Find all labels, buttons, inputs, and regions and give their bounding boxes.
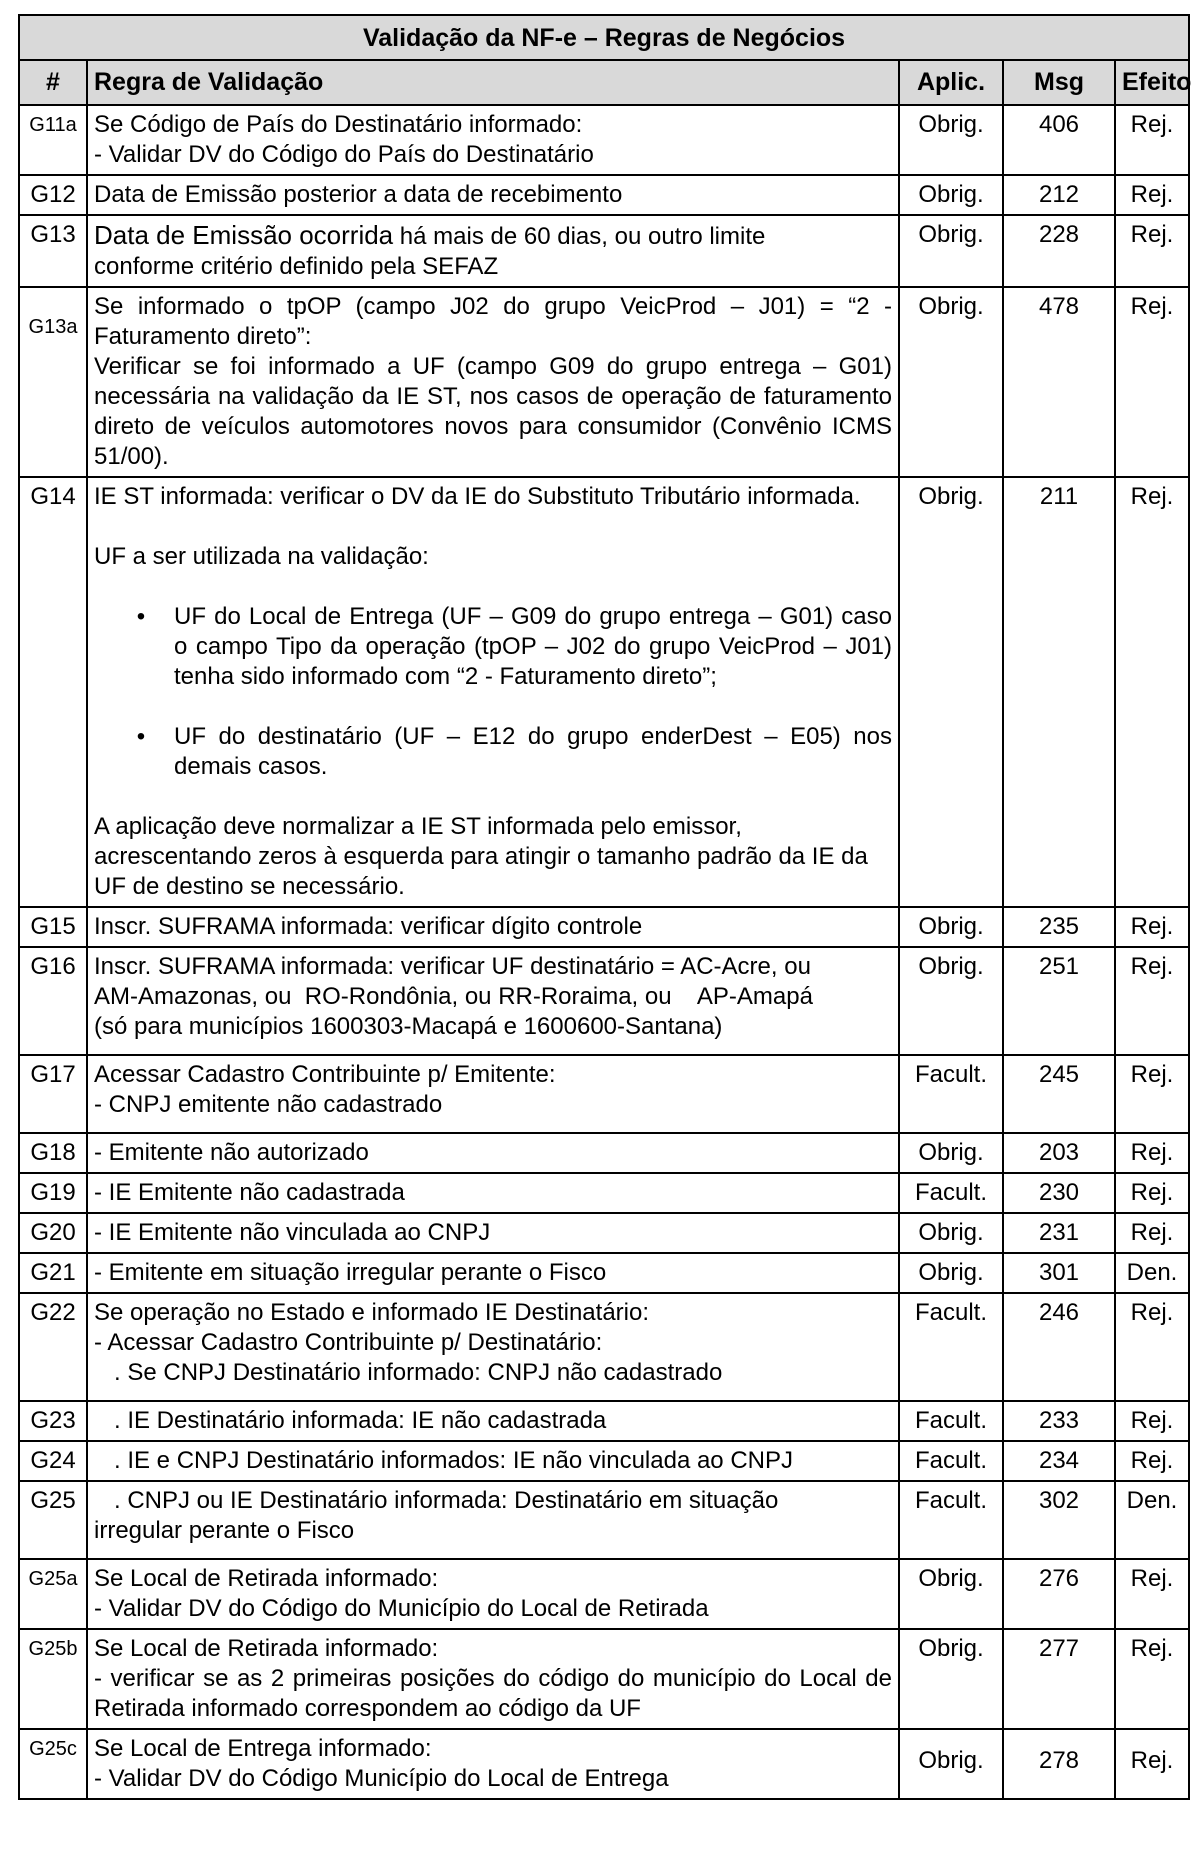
rule-line: UF a ser utilizada na validação: [94, 543, 429, 570]
table-title: Validação da NF-e – Regras de Negócios [19, 15, 1189, 60]
rule-aplic: Obrig. [899, 175, 1003, 215]
rule-line: Inscr. SUFRAMA informada: verificar dígito controle [94, 913, 643, 940]
table-row [19, 105, 1189, 175]
rule-efeito: Den. [1115, 1481, 1189, 1559]
rule-efeito: Rej. [1115, 287, 1189, 477]
rule-line: - Validar DV do Código do Município do Local de Retirada [94, 1595, 709, 1622]
rule-line: - Validar DV do Código Município do Local de Entrega [94, 1765, 669, 1792]
rule-line: Acessar Cadastro Contribuinte p/ Emitente: [94, 1061, 556, 1088]
rule-line: . IE e CNPJ Destinatário informados: IE não vinculada ao CNPJ [94, 1447, 793, 1474]
business-rules-table [18, 14, 1190, 1800]
rule-code: G24 [19, 1441, 87, 1481]
rule-msg: 228 [1003, 215, 1115, 287]
header-aplic: Aplic. [899, 60, 1003, 105]
rule-text [87, 1401, 899, 1441]
rule-line: (só para municípios 1600303-Macapá e 1600600-Santana) [94, 1013, 723, 1040]
rule-text [87, 1559, 899, 1629]
blank-line [94, 692, 892, 722]
table-row [19, 1629, 1189, 1729]
rule-line: Se Local de Retirada informado: [94, 1565, 439, 1592]
rule-text [87, 477, 899, 907]
rule-line: . CNPJ ou IE Destinatário informada: Destinatário em situação [94, 1487, 779, 1514]
table-row [19, 1055, 1189, 1133]
rule-efeito: Rej. [1115, 477, 1189, 907]
rule-aplic: Obrig. [899, 1559, 1003, 1629]
rule-aplic: Facult. [899, 1441, 1003, 1481]
rule-code: G12 [19, 175, 87, 215]
rule-line: Se informado o tpOP (campo J02 do grupo VeicProd – J01) = “2 - Faturamento direto”: [94, 293, 892, 350]
rule-text [87, 1481, 899, 1559]
rule-msg: 203 [1003, 1133, 1115, 1173]
rule-efeito: Rej. [1115, 105, 1189, 175]
rule-aplic: Obrig. [899, 1133, 1003, 1173]
table-row [19, 1401, 1189, 1441]
rule-code: G22 [19, 1293, 87, 1401]
rule-text [87, 1441, 899, 1481]
rule-efeito: Rej. [1115, 907, 1189, 947]
rule-aplic: Facult. [899, 1481, 1003, 1559]
bullet-text: UF do destinatário (UF – E12 do grupo enderDest – E05) nos demais casos. [174, 723, 892, 780]
rule-code: G25c [19, 1729, 87, 1799]
rule-msg: 302 [1003, 1481, 1115, 1559]
rule-msg: 245 [1003, 1055, 1115, 1133]
rule-code: G23 [19, 1401, 87, 1441]
rule-line: Se Local de Entrega informado: [94, 1735, 432, 1762]
rule-msg: 230 [1003, 1173, 1115, 1213]
table-title-row [19, 15, 1189, 60]
rule-aplic: Facult. [899, 1293, 1003, 1401]
rule-line: A aplicação deve normalizar a IE ST informada pelo emissor, acrescentando zeros à esquerda para atingir o tamanho padrão da IE da UF de destino se necessário. [94, 813, 868, 900]
rule-efeito: Rej. [1115, 1173, 1189, 1213]
table-row [19, 1559, 1189, 1629]
rule-line: Se Código de País do Destinatário informado: [94, 111, 583, 138]
rule-code: G21 [19, 1253, 87, 1293]
rule-msg: 234 [1003, 1441, 1115, 1481]
rule-aplic: Facult. [899, 1401, 1003, 1441]
table-row [19, 1173, 1189, 1213]
table-row [19, 1729, 1189, 1799]
rule-code: G11a [19, 105, 87, 175]
rule-text [87, 175, 899, 215]
rule-line: Se operação no Estado e informado IE Destinatário: [94, 1299, 649, 1326]
rule-line: - Acessar Cadastro Contribuinte p/ Destinatário: [94, 1329, 603, 1356]
table-row [19, 477, 1189, 907]
rule-line: Inscr. SUFRAMA informada: verificar UF destinatário = AC-Acre, ou [94, 953, 811, 980]
blank-line [94, 512, 892, 542]
rule-code: G18 [19, 1133, 87, 1173]
table-row [19, 1293, 1189, 1401]
rule-code: G19 [19, 1173, 87, 1213]
rule-line: Se Local de Retirada informado: [94, 1635, 439, 1662]
rule-line: conforme critério definido pela SEFAZ [94, 253, 499, 280]
rule-line-rest: há mais de 60 dias, ou outro limite [393, 223, 766, 250]
table-header-row [19, 60, 1189, 105]
rule-aplic: Obrig. [899, 1253, 1003, 1293]
rule-msg: 406 [1003, 105, 1115, 175]
rule-efeito: Rej. [1115, 1729, 1189, 1799]
rule-code: G17 [19, 1055, 87, 1133]
rule-line: . Se CNPJ Destinatário informado: CNPJ não cadastrado [94, 1359, 723, 1386]
rule-msg: 277 [1003, 1629, 1115, 1729]
rule-line: . IE Destinatário informada: IE não cadastrada [94, 1407, 607, 1434]
rule-text [87, 1173, 899, 1213]
rule-text [87, 1133, 899, 1173]
table-row [19, 1133, 1189, 1173]
blank-line [94, 572, 892, 602]
bullet-icon: • [136, 603, 146, 630]
rule-efeito: Rej. [1115, 215, 1189, 287]
bullet-icon: • [136, 723, 146, 750]
rule-efeito: Rej. [1115, 1293, 1189, 1401]
rule-msg: 276 [1003, 1559, 1115, 1629]
rule-aplic: Obrig. [899, 947, 1003, 1055]
rule-aplic: Facult. [899, 1055, 1003, 1133]
rule-msg: 278 [1003, 1729, 1115, 1799]
rule-line: - Emitente não autorizado [94, 1139, 369, 1166]
rule-msg: 478 [1003, 287, 1115, 477]
rule-line: irregular perante o Fisco [94, 1517, 355, 1544]
rule-text [87, 105, 899, 175]
rule-text [87, 1055, 899, 1133]
header-rule: Regra de Validação [87, 60, 899, 105]
rule-aplic: Obrig. [899, 287, 1003, 477]
rule-text [87, 287, 899, 477]
header-code: # [19, 60, 87, 105]
rule-msg: 251 [1003, 947, 1115, 1055]
rule-aplic: Obrig. [899, 1629, 1003, 1729]
rule-line: - Emitente em situação irregular perante o Fisco [94, 1259, 607, 1286]
rule-efeito: Rej. [1115, 947, 1189, 1055]
rule-code: G13 [19, 215, 87, 287]
rule-msg: 233 [1003, 1401, 1115, 1441]
rule-text [87, 907, 899, 947]
rule-aplic: Obrig. [899, 105, 1003, 175]
document-page [18, 14, 1192, 1800]
rule-efeito: Rej. [1115, 175, 1189, 215]
blank-line [94, 782, 892, 812]
rule-code: G20 [19, 1213, 87, 1253]
rule-emphasis: Data de Emissão ocorrida [94, 220, 394, 250]
header-msg: Msg [1003, 60, 1115, 105]
rule-efeito: Rej. [1115, 1441, 1189, 1481]
rule-aplic: Obrig. [899, 1729, 1003, 1799]
rule-efeito: Rej. [1115, 1401, 1189, 1441]
rule-efeito: Rej. [1115, 1133, 1189, 1173]
rule-line: - IE Emitente não vinculada ao CNPJ [94, 1219, 491, 1246]
rule-line: Verificar se foi informado a UF (campo G09 do grupo entrega – G01) necessária na validação da IE ST, nos casos de operação de faturamento direto de veículos automotores novos para consumidor (Convênio ICMS 51/00). [94, 353, 892, 470]
rule-text [87, 1629, 899, 1729]
bullet-item [94, 602, 892, 692]
rule-code: G25 [19, 1481, 87, 1559]
rule-aplic: Obrig. [899, 907, 1003, 947]
rule-line: - verificar se as 2 primeiras posições do código do município do Local de Retirada informado correspondem ao código da UF [94, 1665, 892, 1722]
rule-msg: 301 [1003, 1253, 1115, 1293]
rule-text [87, 1729, 899, 1799]
rule-aplic: Obrig. [899, 477, 1003, 907]
bullet-text: UF do Local de Entrega (UF – G09 do grupo entrega – G01) caso o campo Tipo da operação (tpOP – J02 do grupo VeicProd – J01) tenha sido informado com “2 - Faturamento direto”; [174, 603, 892, 690]
rule-code: G14 [19, 477, 87, 907]
header-efeito: Efeito [1115, 60, 1189, 105]
rule-text [87, 947, 899, 1055]
rule-efeito: Rej. [1115, 1213, 1189, 1253]
rule-efeito: Rej. [1115, 1629, 1189, 1729]
rule-code: G16 [19, 947, 87, 1055]
rule-msg: 246 [1003, 1293, 1115, 1401]
table-row [19, 1213, 1189, 1253]
table-row [19, 907, 1189, 947]
rule-efeito: Den. [1115, 1253, 1189, 1293]
rule-msg: 212 [1003, 175, 1115, 215]
rule-line: Data de Emissão posterior a data de recebimento [94, 181, 623, 208]
rule-line: - Validar DV do Código do País do Destinatário [94, 141, 594, 168]
rule-code: G13a [19, 287, 87, 477]
rule-msg: 231 [1003, 1213, 1115, 1253]
rule-code: G15 [19, 907, 87, 947]
rule-aplic: Obrig. [899, 1213, 1003, 1253]
rule-line: IE ST informada: verificar o DV da IE do Substituto Tributário informada. [94, 483, 861, 510]
rule-line: - CNPJ emitente não cadastrado [94, 1091, 443, 1118]
rule-text [87, 1213, 899, 1253]
rule-text [87, 215, 899, 287]
table-row [19, 287, 1189, 477]
rule-line [94, 220, 892, 252]
rule-code: G25b [19, 1629, 87, 1729]
table-row [19, 947, 1189, 1055]
rule-aplic: Obrig. [899, 215, 1003, 287]
rule-aplic: Facult. [899, 1173, 1003, 1213]
rule-msg: 235 [1003, 907, 1115, 947]
table-row [19, 1441, 1189, 1481]
table-row [19, 175, 1189, 215]
table-row [19, 1253, 1189, 1293]
table-row [19, 215, 1189, 287]
bullet-item [94, 722, 892, 782]
rule-line: AM-Amazonas, ou RO-Rondônia, ou RR-Roraima, ou AP-Amapá [94, 983, 813, 1010]
rule-text [87, 1253, 899, 1293]
rule-text [87, 1293, 899, 1401]
rule-line: - IE Emitente não cadastrada [94, 1179, 405, 1206]
rule-code: G25a [19, 1559, 87, 1629]
rule-efeito: Rej. [1115, 1055, 1189, 1133]
rule-efeito: Rej. [1115, 1559, 1189, 1629]
rule-msg: 211 [1003, 477, 1115, 907]
table-row [19, 1481, 1189, 1559]
